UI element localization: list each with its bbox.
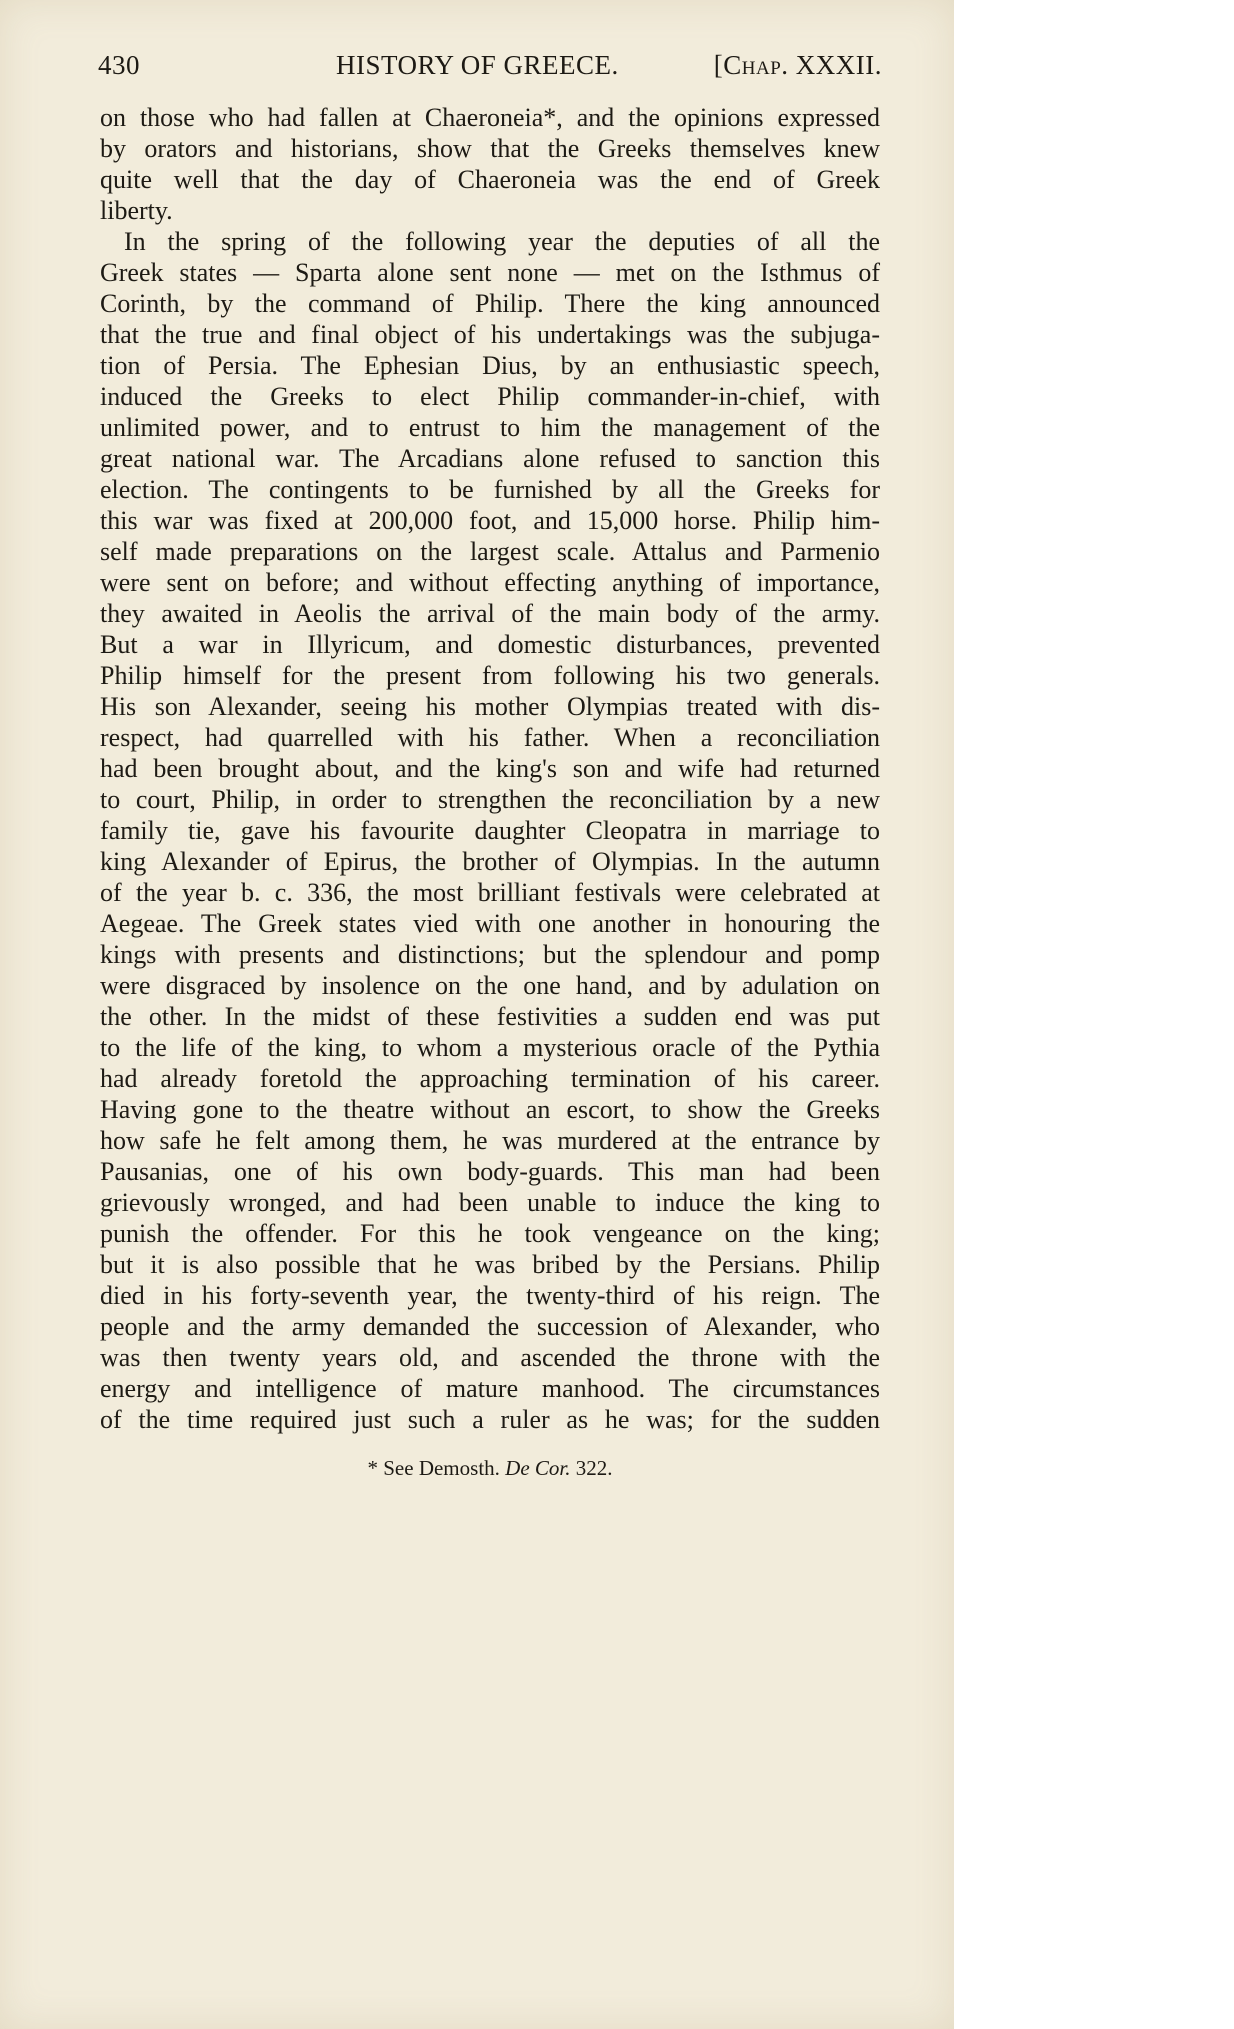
text-line: liberty. xyxy=(100,196,173,225)
footnote-work: De Cor. xyxy=(505,1456,571,1480)
text-line: induced the Greeks to elect Philip commander-in-chief, with xyxy=(100,382,880,411)
text-line: quite well that the day of Chaeroneia was the end of Greek xyxy=(100,165,880,194)
text-line: they awaited in Aeolis the arrival of the main body of the army. xyxy=(100,599,880,628)
text-line: to the life of the king, to whom a mysterious oracle of the Pythia xyxy=(100,1033,880,1062)
text-line: kings with presents and distinctions; but the splendour and pomp xyxy=(100,940,880,969)
text-line: great national war. The Arcadians alone refused to sanction this xyxy=(100,444,880,473)
page-number: 430 xyxy=(98,50,140,80)
text-line: of the time required just such a ruler as he was; for the sudden xyxy=(100,1405,880,1434)
text-line: Greek states — Sparta alone sent none — met on the Isthmus of xyxy=(100,258,880,287)
text-line: punish the offender. For this he took vengeance on the king; xyxy=(100,1219,880,1248)
text-line: Corinth, by the command of Philip. There the king announced xyxy=(100,289,880,318)
text-line: this war was fixed at 200,000 foot, and 15,000 horse. Philip him- xyxy=(100,506,880,535)
text-line: But a war in Illyricum, and domestic disturbances, prevented xyxy=(100,630,880,659)
text-line: king Alexander of Epirus, the brother of Olympias. In the autumn xyxy=(100,847,880,876)
text-line: but it is also possible that he was bribed by the Persians. Philip xyxy=(100,1250,880,1279)
text-line: self made preparations on the largest scale. Attalus and Parmenio xyxy=(100,537,880,566)
text-line: on those who had fallen at Chaeroneia*, and the opinions expressed xyxy=(100,103,880,132)
running-header xyxy=(98,50,882,84)
text-line: were disgraced by insolence on the one hand, and by adulation on xyxy=(100,971,880,1000)
text-line: that the true and final object of his undertakings was the subjuga- xyxy=(100,320,880,349)
text-line: His son Alexander, seeing his mother Olympias treated with dis- xyxy=(100,692,880,721)
text-line: Philip himself for the present from following his two generals. xyxy=(100,661,880,690)
text-line: the other. In the midst of these festivities a sudden end was put xyxy=(100,1002,880,1031)
text-line: had already foretold the approaching termination of his career. xyxy=(100,1064,880,1093)
text-line: tion of Persia. The Ephesian Dius, by an enthusiastic speech, xyxy=(100,351,880,380)
text-line: had been brought about, and the king's son and wife had returned xyxy=(100,754,880,783)
text-line: In the spring of the following year the deputies of all the xyxy=(124,227,880,256)
text-line: energy and intelligence of mature manhood. The circumstances xyxy=(100,1374,880,1403)
footnote-prefix: * See Demosth. xyxy=(367,1456,506,1480)
text-line: respect, had quarrelled with his father. When a reconciliation xyxy=(100,723,880,752)
running-title: HISTORY OF GREECE. xyxy=(336,50,619,80)
text-line: people and the army demanded the succession of Alexander, who xyxy=(100,1312,880,1341)
text-line: unlimited power, and to entrust to him the management of the xyxy=(100,413,880,442)
text-line: Having gone to the theatre without an escort, to show the Greeks xyxy=(100,1095,880,1124)
body-text xyxy=(100,102,880,1435)
text-line: to court, Philip, in order to strengthen the reconciliation by a new xyxy=(100,785,880,814)
text-line: family tie, gave his favourite daughter Cleopatra in marriage to xyxy=(100,816,880,845)
text-line: was then twenty years old, and ascended the throne with the xyxy=(100,1343,880,1372)
chapter-label: [Chap. XXXII. xyxy=(713,50,882,80)
text-line: Pausanias, one of his own body-guards. This man had been xyxy=(100,1157,880,1186)
text-line: grievously wronged, and had been unable to induce the king to xyxy=(100,1188,880,1217)
text-line: Aegeae. The Greek states vied with one another in honouring the xyxy=(100,909,880,938)
footnote-suffix: 322. xyxy=(570,1456,613,1480)
footnote xyxy=(100,1456,880,1481)
text-line: of the year b. c. 336, the most brilliant festivals were celebrated at xyxy=(100,878,880,907)
text-line: how safe he felt among them, he was murdered at the entrance by xyxy=(100,1126,880,1155)
text-line: were sent on before; and without effecting anything of importance, xyxy=(100,568,880,597)
text-line: died in his forty-seventh year, the twenty-third of his reign. The xyxy=(100,1281,880,1310)
text-line: election. The contingents to be furnished by all the Greeks for xyxy=(100,475,880,504)
text-line: by orators and historians, show that the Greeks themselves knew xyxy=(100,134,880,163)
